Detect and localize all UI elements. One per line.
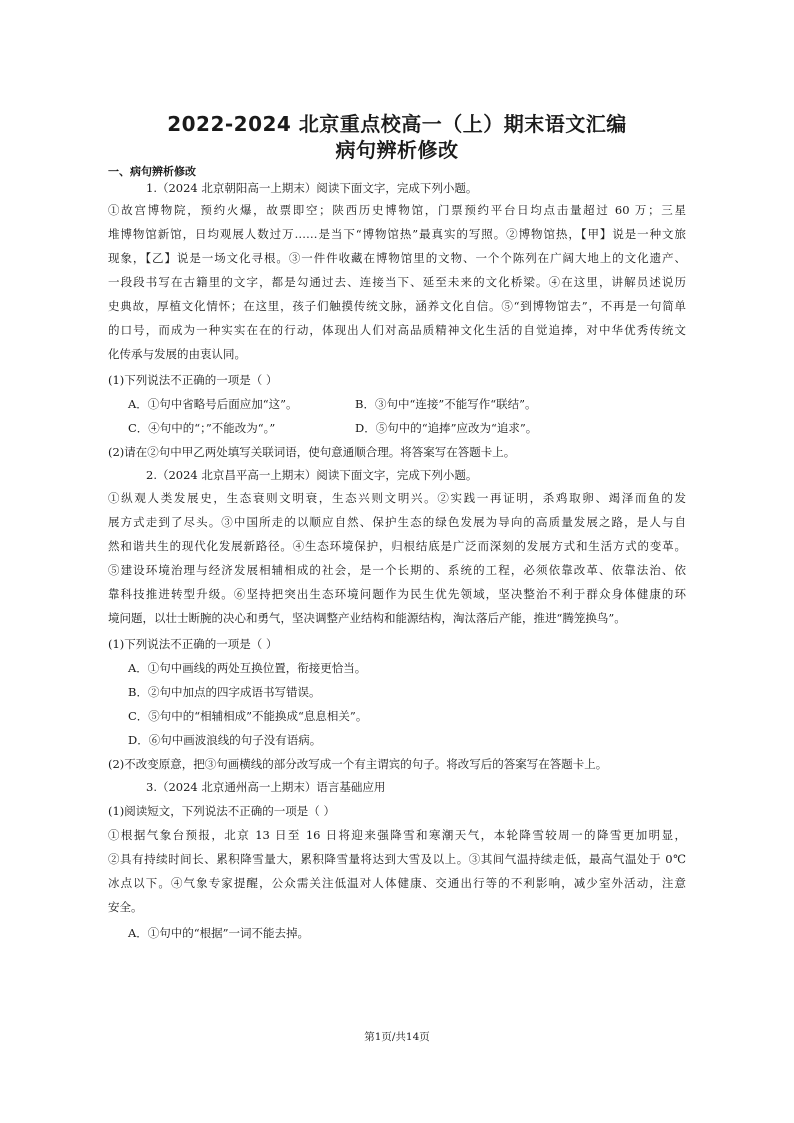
question-1-passage-line: 堆博物馆新馆，日均观展人数过万……是当下“博物馆热”最真实的写照。②博物馆热，【甲】说是一种文旅 [108,227,686,241]
question-1-sub-2: (2)请在②句中甲乙两处填写关联词语，使句意通顺合理。将答案写在答题卡上。 [108,445,516,459]
question-1-passage-line: 的口号，而成为一种实实在在的行动，体现出人们对高品质精神文化生活的自觉追捧，对中华优秀传统文 [108,323,686,337]
question-3-sub-1: (1)阅读短文，下列说法不正确的一项是（ ） [108,804,335,818]
question-2-passage-line: 靠科技推进转型升级。⑥坚持把突出生态环境问题作为民生优先领域，坚决整治不利于群众身体健康的环 [108,587,686,601]
question-2-sub-1: (1)下列说法不正确的一项是（ ） [108,637,278,651]
question-1-passage-line: ①故宫博物院，预约火爆，故票即空；陕西历史博物馆，门票预约平台日均点击量超过 60 万；三星 [108,203,686,217]
question-1-option-a: A．①句中省略号后面应加“这”。 [128,397,298,411]
question-3-passage-line: 安全。 [108,900,143,914]
question-2-option-c: C．⑤句中的“相辅相成”不能换成“息息相关”。 [128,709,368,723]
question-2-option-d: D．⑥句中画波浪线的句子没有语病。 [128,733,322,747]
question-3-passage-line: ①根据气象台预报，北京 13 日至 16 日将迎来强降雪和寒潮天气，本轮降雪较周一的降雪更加明显， [108,828,686,842]
question-1-sub-1: (1)下列说法不正确的一项是（ ） [108,373,278,387]
question-1-option-d: D．⑤句中的“追捧”应改为“追求”。 [355,421,538,435]
document-title: 2022-2024 北京重点校高一（上）期末语文汇编 [167,112,627,136]
question-2-passage-line: ①纵观人类发展史，生态衰则文明衰，生态兴则文明兴。②实践一再证明，杀鸡取卵、竭泽而鱼的发 [108,491,686,505]
question-2-option-a: A．①句中画线的两处互换位置，衔接更恰当。 [128,661,367,675]
document-subtitle: 病句辨析修改 [335,138,459,162]
question-1-passage-line: 化传承与发展的由衷认同。 [108,347,246,361]
question-2-sub-2: (2)不改变原意，把③句画横线的部分改写成一个有主谓宾的句子。将改写后的答案写在答题卡上。 [108,757,608,771]
question-2-passage-line: 展方式走到了尽头。③中国所走的以顺应自然、保护生态的绿色发展为导向的高质量发展之路，是人与自 [108,515,686,529]
question-3-passage-line: 冰点以下。④气象专家提醒，公众需关注低温对人体健康、交通出行等的不利影响，减少室外活动，注意 [108,876,686,890]
question-2-passage-line: 然和谐共生的现代化发展新路径。④生态环境保护，归根结底是广泛而深刻的发展方式和生活方式的变革。 [108,539,686,553]
question-1-passage-line: 史典故，厚植文化情怀；在这里，孩子们触摸传统文脉，涵养文化自信。⑤“到博物馆去”，不再是一句简单 [108,299,686,313]
section-heading: 一、病句辨析修改 [108,165,196,178]
question-2-heading: 2.（2024 北京昌平高一上期末）阅读下面文字，完成下列小题。 [146,468,478,482]
question-1-option-c: C．④句中的“；”不能改为“。” [128,421,276,435]
question-2-passage-line: 境问题，以壮士断腕的决心和勇气，坚决调整产业结构和能源结构，淘汰落后产能，推进“腾笼换鸟”。 [108,611,626,625]
question-3-heading: 3.（2024 北京通州高一上期末）语言基础应用 [146,780,386,794]
question-3-passage-line: ②具有持续时间长、累积降雪量大，累积降雪量将达到大雪及以上。③其间气温持续走低，最高气温处于 0℃ [108,852,686,866]
question-1-heading: 1.（2024 北京朝阳高一上期末）阅读下面文字，完成下列小题。 [146,181,478,195]
question-2-passage-line: ⑤建设环境治理与经济发展相辅相成的社会，是一个长期的、系统的工程，必须依靠改革、依靠法治、依 [108,563,686,577]
question-1-passage-line: 现象，【乙】说是一场文化寻根。③一件件收藏在博物馆里的文物、一个个陈列在广阔大地上的文化遗产、 [108,251,686,265]
question-2-option-b: B．②句中加点的四字成语书写错误。 [128,685,321,699]
question-1-passage-line: 一段段书写在古籍里的文字，都是勾通过去、连接当下、延至未来的文化桥梁。④在这里，讲解员述说历 [108,275,686,289]
question-1-option-b: B．③句中“连接”不能写作“联结”。 [355,397,537,411]
question-3-option-a: A．①句中的“根据”一词不能去掉。 [128,926,310,940]
page-footer: 第1页/共14页 [364,1031,430,1043]
